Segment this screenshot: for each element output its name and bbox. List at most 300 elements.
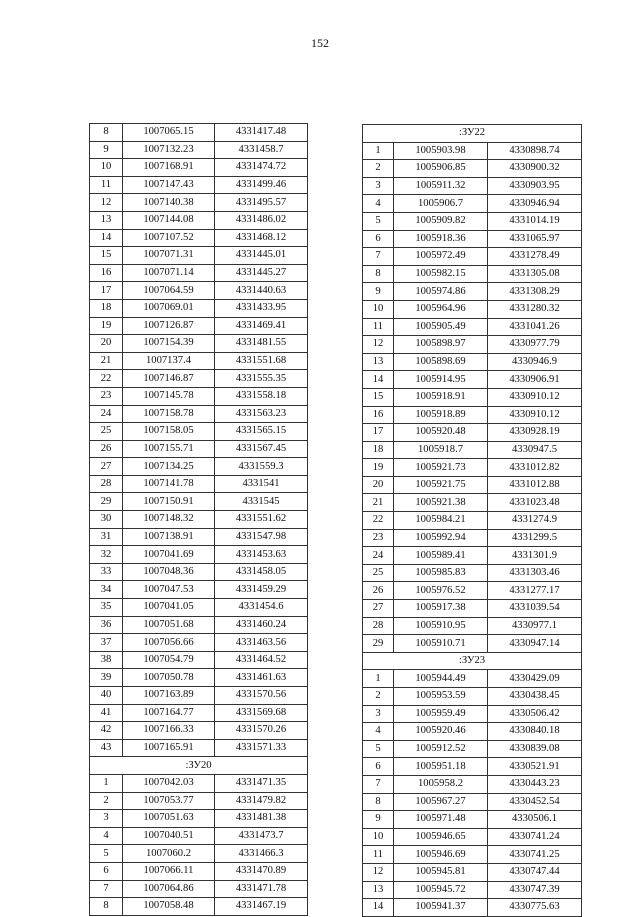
point-number-cell: 17 [90, 282, 123, 300]
point-number-cell: 23 [363, 529, 394, 547]
point-number-cell: 18 [90, 299, 123, 317]
y-coordinate-cell: 4331474.72 [215, 159, 308, 177]
x-coordinate-cell: 1005976.52 [394, 582, 488, 600]
point-number-cell: 10 [90, 159, 123, 177]
table-row [90, 898, 308, 916]
x-coordinate-cell: 1005974.86 [394, 283, 488, 301]
y-coordinate-cell: 4331468.12 [215, 229, 308, 247]
y-coordinate-cell: 4331471.78 [215, 880, 308, 898]
y-coordinate-cell: 4331569.68 [215, 704, 308, 722]
point-number-cell: 19 [363, 459, 394, 477]
point-number-cell: 11 [90, 176, 123, 194]
table-row [90, 810, 308, 828]
x-coordinate-cell: 1007071.14 [123, 264, 215, 282]
point-number-cell: 3 [90, 810, 123, 828]
x-coordinate-cell: 1007047.53 [123, 581, 215, 599]
y-coordinate-cell: 4331467.19 [215, 898, 308, 916]
point-number-cell: 29 [363, 635, 394, 653]
y-coordinate-cell: 4330840.18 [488, 723, 582, 741]
y-coordinate-cell: 4331499.46 [215, 176, 308, 194]
point-number-cell: 12 [90, 194, 123, 212]
point-number-cell: 10 [363, 828, 394, 846]
x-coordinate-cell: 1005989.41 [394, 547, 488, 565]
x-coordinate-cell: 1007064.59 [123, 282, 215, 300]
y-coordinate-cell: 4330429.09 [488, 670, 582, 688]
x-coordinate-cell: 1005953.59 [394, 688, 488, 706]
y-coordinate-cell: 4331486.02 [215, 211, 308, 229]
y-coordinate-cell: 4330898.74 [488, 142, 582, 160]
table-row [90, 299, 308, 317]
table-row [90, 352, 308, 370]
y-coordinate-cell: 4331570.26 [215, 722, 308, 740]
y-coordinate-cell: 4331301.9 [488, 547, 582, 565]
point-number-cell: 25 [90, 423, 123, 441]
point-number-cell: 8 [363, 793, 394, 811]
table-row [90, 616, 308, 634]
x-coordinate-cell: 1005921.75 [394, 476, 488, 494]
table-row [363, 881, 582, 899]
y-coordinate-cell: 4331551.62 [215, 511, 308, 529]
y-coordinate-cell: 4331278.49 [488, 248, 582, 266]
y-coordinate-cell: 4331303.46 [488, 564, 582, 582]
y-coordinate-cell: 4331277.17 [488, 582, 582, 600]
table-row [90, 827, 308, 845]
y-coordinate-cell: 4331551.68 [215, 352, 308, 370]
point-number-cell: 28 [363, 617, 394, 635]
table-row [90, 528, 308, 546]
x-coordinate-cell: 1005918.89 [394, 406, 488, 424]
y-coordinate-cell: 4331445.01 [215, 247, 308, 265]
point-number-cell: 22 [363, 512, 394, 530]
table-row [363, 740, 582, 758]
table-row [363, 476, 582, 494]
x-coordinate-cell: 1005918.7 [394, 441, 488, 459]
y-coordinate-cell: 4331545 [215, 493, 308, 511]
y-coordinate-cell: 4331274.9 [488, 512, 582, 530]
table-row [90, 247, 308, 265]
table-row [363, 230, 582, 248]
point-number-cell: 40 [90, 687, 123, 705]
point-number-cell: 13 [363, 881, 394, 899]
y-coordinate-cell: 4330928.19 [488, 424, 582, 442]
table-row [363, 775, 582, 793]
x-coordinate-cell: 1007107.52 [123, 229, 215, 247]
x-coordinate-cell: 1005914.95 [394, 371, 488, 389]
x-coordinate-cell: 1005964.96 [394, 300, 488, 318]
table-row [363, 723, 582, 741]
point-number-cell: 7 [363, 775, 394, 793]
table-row [90, 546, 308, 564]
table-row [363, 388, 582, 406]
point-number-cell: 11 [363, 318, 394, 336]
x-coordinate-cell: 1005921.73 [394, 459, 488, 477]
x-coordinate-cell: 1005951.18 [394, 758, 488, 776]
y-coordinate-cell: 4331481.55 [215, 335, 308, 353]
point-number-cell: 15 [363, 388, 394, 406]
table-row [90, 264, 308, 282]
table-row [90, 440, 308, 458]
y-coordinate-cell: 4331445.27 [215, 264, 308, 282]
x-coordinate-cell: 1007155.71 [123, 440, 215, 458]
point-number-cell: 33 [90, 563, 123, 581]
table-row [363, 424, 582, 442]
y-coordinate-cell: 4330910.12 [488, 406, 582, 424]
point-number-cell: 19 [90, 317, 123, 335]
y-coordinate-cell: 4331563.23 [215, 405, 308, 423]
point-number-cell: 41 [90, 704, 123, 722]
x-coordinate-cell: 1007051.63 [123, 810, 215, 828]
y-coordinate-cell: 4330947.14 [488, 635, 582, 653]
table-row [90, 405, 308, 423]
coordinates-table-left [89, 123, 308, 916]
y-coordinate-cell: 4331460.24 [215, 616, 308, 634]
y-coordinate-cell: 4331469.41 [215, 317, 308, 335]
y-coordinate-cell: 4331466.3 [215, 845, 308, 863]
x-coordinate-cell: 1005898.97 [394, 336, 488, 354]
table-row [90, 335, 308, 353]
y-coordinate-cell: 4331464.52 [215, 651, 308, 669]
point-number-cell: 17 [363, 424, 394, 442]
x-coordinate-cell: 1005946.65 [394, 828, 488, 846]
y-coordinate-cell: 4330977.79 [488, 336, 582, 354]
x-coordinate-cell: 1007154.39 [123, 335, 215, 353]
x-coordinate-cell: 1007050.78 [123, 669, 215, 687]
section-header-row [90, 757, 308, 775]
x-coordinate-cell: 1007053.77 [123, 792, 215, 810]
x-coordinate-cell: 1007060.2 [123, 845, 215, 863]
point-number-cell: 18 [363, 441, 394, 459]
point-number-cell: 14 [363, 371, 394, 389]
point-number-cell: 7 [90, 880, 123, 898]
y-coordinate-cell: 4330946.9 [488, 353, 582, 371]
point-number-cell: 12 [363, 336, 394, 354]
x-coordinate-cell: 1007064.86 [123, 880, 215, 898]
point-number-cell: 10 [363, 300, 394, 318]
y-coordinate-cell: 4330946.94 [488, 195, 582, 213]
x-coordinate-cell: 1005918.36 [394, 230, 488, 248]
table-row [363, 564, 582, 582]
table-row [363, 142, 582, 160]
table-row [90, 599, 308, 617]
y-coordinate-cell: 4331012.88 [488, 476, 582, 494]
point-number-cell: 9 [90, 141, 123, 159]
table-row [363, 863, 582, 881]
y-coordinate-cell: 4331308.29 [488, 283, 582, 301]
table-row [90, 651, 308, 669]
x-coordinate-cell: 1007066.11 [123, 862, 215, 880]
x-coordinate-cell: 1005941.37 [394, 899, 488, 917]
x-coordinate-cell: 1007158.78 [123, 405, 215, 423]
point-number-cell: 4 [363, 195, 394, 213]
y-coordinate-cell: 4331014.19 [488, 212, 582, 230]
x-coordinate-cell: 1007041.05 [123, 599, 215, 617]
table-row [90, 493, 308, 511]
y-coordinate-cell: 4331559.3 [215, 458, 308, 476]
point-number-cell: 29 [90, 493, 123, 511]
table-row [363, 177, 582, 195]
point-number-cell: 16 [90, 264, 123, 282]
table-row [363, 635, 582, 653]
point-number-cell: 14 [90, 229, 123, 247]
point-number-cell: 1 [363, 670, 394, 688]
point-number-cell: 24 [363, 547, 394, 565]
x-coordinate-cell: 1005912.52 [394, 740, 488, 758]
y-coordinate-cell: 4330741.25 [488, 846, 582, 864]
table-row [90, 511, 308, 529]
table-row [363, 617, 582, 635]
point-number-cell: 1 [363, 142, 394, 160]
x-coordinate-cell: 1007069.01 [123, 299, 215, 317]
x-coordinate-cell: 1007137.4 [123, 352, 215, 370]
section-label: :ЗУ23 [363, 652, 582, 670]
table-row [90, 159, 308, 177]
table-row [363, 758, 582, 776]
table-row [363, 846, 582, 864]
table-row [363, 899, 582, 917]
x-coordinate-cell: 1007134.25 [123, 458, 215, 476]
point-number-cell: 13 [90, 211, 123, 229]
point-number-cell: 8 [90, 898, 123, 916]
point-number-cell: 43 [90, 739, 123, 757]
table-row [363, 371, 582, 389]
x-coordinate-cell: 1005903.98 [394, 142, 488, 160]
y-coordinate-cell: 4331417.48 [215, 124, 308, 142]
y-coordinate-cell: 4331541 [215, 475, 308, 493]
point-number-cell: 36 [90, 616, 123, 634]
y-coordinate-cell: 4330900.32 [488, 160, 582, 178]
x-coordinate-cell: 1007042.03 [123, 774, 215, 792]
point-number-cell: 20 [363, 476, 394, 494]
y-coordinate-cell: 4331440.63 [215, 282, 308, 300]
point-number-cell: 2 [363, 160, 394, 178]
x-coordinate-cell: 1007164.77 [123, 704, 215, 722]
y-coordinate-cell: 4331565.15 [215, 423, 308, 441]
x-coordinate-cell: 1007126.87 [123, 317, 215, 335]
x-coordinate-cell: 1007146.87 [123, 370, 215, 388]
table-row [90, 704, 308, 722]
point-number-cell: 9 [363, 811, 394, 829]
table-row [363, 811, 582, 829]
y-coordinate-cell: 4331023.48 [488, 494, 582, 512]
table-row [363, 670, 582, 688]
table-row [90, 475, 308, 493]
x-coordinate-cell: 1005920.46 [394, 723, 488, 741]
table-row [90, 229, 308, 247]
y-coordinate-cell: 4330521.91 [488, 758, 582, 776]
x-coordinate-cell: 1005971.48 [394, 811, 488, 829]
point-number-cell: 26 [90, 440, 123, 458]
y-coordinate-cell: 4331012.82 [488, 459, 582, 477]
table-row [363, 441, 582, 459]
point-number-cell: 7 [363, 248, 394, 266]
point-number-cell: 8 [90, 124, 123, 142]
point-number-cell: 12 [363, 863, 394, 881]
table-row [363, 353, 582, 371]
table-row [90, 669, 308, 687]
point-number-cell: 21 [363, 494, 394, 512]
point-number-cell: 3 [363, 705, 394, 723]
table-row [363, 248, 582, 266]
point-number-cell: 13 [363, 353, 394, 371]
x-coordinate-cell: 1005992.94 [394, 529, 488, 547]
x-coordinate-cell: 1007141.78 [123, 475, 215, 493]
point-number-cell: 16 [363, 406, 394, 424]
point-number-cell: 4 [90, 827, 123, 845]
table-row [363, 705, 582, 723]
table-row [90, 387, 308, 405]
x-coordinate-cell: 1007041.69 [123, 546, 215, 564]
section-header-row [363, 125, 582, 143]
table-row [363, 688, 582, 706]
point-number-cell: 9 [363, 283, 394, 301]
x-coordinate-cell: 1005945.72 [394, 881, 488, 899]
x-coordinate-cell: 1005906.85 [394, 160, 488, 178]
point-number-cell: 32 [90, 546, 123, 564]
table-row [90, 581, 308, 599]
y-coordinate-cell: 4330906.91 [488, 371, 582, 389]
point-number-cell: 23 [90, 387, 123, 405]
y-coordinate-cell: 4330506.1 [488, 811, 582, 829]
point-number-cell: 25 [363, 564, 394, 582]
point-number-cell: 3 [363, 177, 394, 195]
y-coordinate-cell: 4331473.7 [215, 827, 308, 845]
x-coordinate-cell: 1005945.81 [394, 863, 488, 881]
point-number-cell: 15 [90, 247, 123, 265]
y-coordinate-cell: 4331039.54 [488, 600, 582, 618]
point-number-cell: 27 [363, 600, 394, 618]
y-coordinate-cell: 4331299.5 [488, 529, 582, 547]
y-coordinate-cell: 4330903.95 [488, 177, 582, 195]
table-row [90, 370, 308, 388]
table-row [363, 547, 582, 565]
table-row [363, 406, 582, 424]
x-coordinate-cell: 1005985.83 [394, 564, 488, 582]
x-coordinate-cell: 1005921.38 [394, 494, 488, 512]
point-number-cell: 20 [90, 335, 123, 353]
table-row [363, 265, 582, 283]
x-coordinate-cell: 1007056.66 [123, 634, 215, 652]
y-coordinate-cell: 4330839.08 [488, 740, 582, 758]
point-number-cell: 39 [90, 669, 123, 687]
table-row [90, 862, 308, 880]
point-number-cell: 35 [90, 599, 123, 617]
table-row [90, 141, 308, 159]
y-coordinate-cell: 4330947.5 [488, 441, 582, 459]
point-number-cell: 37 [90, 634, 123, 652]
x-coordinate-cell: 1005984.21 [394, 512, 488, 530]
point-number-cell: 5 [363, 740, 394, 758]
table-row [363, 283, 582, 301]
point-number-cell: 1 [90, 774, 123, 792]
x-coordinate-cell: 1005944.49 [394, 670, 488, 688]
y-coordinate-cell: 4331479.82 [215, 792, 308, 810]
y-coordinate-cell: 4330438.45 [488, 688, 582, 706]
y-coordinate-cell: 4331571.33 [215, 739, 308, 757]
y-coordinate-cell: 4331459.29 [215, 581, 308, 599]
y-coordinate-cell: 4331555.35 [215, 370, 308, 388]
section-label: :ЗУ20 [90, 757, 308, 775]
table-row [90, 739, 308, 757]
x-coordinate-cell: 1005959.49 [394, 705, 488, 723]
page-number: 152 [311, 36, 329, 50]
x-coordinate-cell: 1007150.91 [123, 493, 215, 511]
x-coordinate-cell: 1007165.91 [123, 739, 215, 757]
x-coordinate-cell: 1007138.91 [123, 528, 215, 546]
x-coordinate-cell: 1005920.48 [394, 424, 488, 442]
y-coordinate-cell: 4331458.05 [215, 563, 308, 581]
x-coordinate-cell: 1007144.08 [123, 211, 215, 229]
point-number-cell: 42 [90, 722, 123, 740]
point-number-cell: 6 [363, 758, 394, 776]
x-coordinate-cell: 1007148.32 [123, 511, 215, 529]
table-row [363, 793, 582, 811]
x-coordinate-cell: 1005946.69 [394, 846, 488, 864]
x-coordinate-cell: 1005906.7 [394, 195, 488, 213]
x-coordinate-cell: 1007051.68 [123, 616, 215, 634]
x-coordinate-cell: 1005918.91 [394, 388, 488, 406]
x-coordinate-cell: 1005910.71 [394, 635, 488, 653]
x-coordinate-cell: 1005909.82 [394, 212, 488, 230]
y-coordinate-cell: 4330775.63 [488, 899, 582, 917]
x-coordinate-cell: 1007040.51 [123, 827, 215, 845]
y-coordinate-cell: 4331471.35 [215, 774, 308, 792]
table-row [363, 828, 582, 846]
point-number-cell: 14 [363, 899, 394, 917]
y-coordinate-cell: 4331547.98 [215, 528, 308, 546]
y-coordinate-cell: 4331567.45 [215, 440, 308, 458]
table-row [363, 512, 582, 530]
x-coordinate-cell: 1005958.2 [394, 775, 488, 793]
x-coordinate-cell: 1007071.31 [123, 247, 215, 265]
table-row [363, 212, 582, 230]
table-row [363, 300, 582, 318]
table-row [90, 211, 308, 229]
y-coordinate-cell: 4331570.56 [215, 687, 308, 705]
table-row [90, 282, 308, 300]
y-coordinate-cell: 4331495.57 [215, 194, 308, 212]
x-coordinate-cell: 1007140.38 [123, 194, 215, 212]
y-coordinate-cell: 4331470.89 [215, 862, 308, 880]
table-row [90, 792, 308, 810]
y-coordinate-cell: 4331453.63 [215, 546, 308, 564]
table-row [363, 318, 582, 336]
x-coordinate-cell: 1007147.43 [123, 176, 215, 194]
table-row [363, 600, 582, 618]
point-number-cell: 24 [90, 405, 123, 423]
y-coordinate-cell: 4331454.6 [215, 599, 308, 617]
y-coordinate-cell: 4331461.63 [215, 669, 308, 687]
table-row [363, 582, 582, 600]
y-coordinate-cell: 4330452.54 [488, 793, 582, 811]
table-row [90, 634, 308, 652]
table-row [90, 317, 308, 335]
point-number-cell: 11 [363, 846, 394, 864]
table-row [90, 880, 308, 898]
section-label: :ЗУ22 [363, 125, 582, 143]
x-coordinate-cell: 1007048.36 [123, 563, 215, 581]
x-coordinate-cell: 1007145.78 [123, 387, 215, 405]
table-row [90, 423, 308, 441]
y-coordinate-cell: 4331065.97 [488, 230, 582, 248]
y-coordinate-cell: 4331041.26 [488, 318, 582, 336]
x-coordinate-cell: 1007163.89 [123, 687, 215, 705]
table-row [363, 459, 582, 477]
coordinates-table-right [362, 124, 582, 917]
point-number-cell: 2 [363, 688, 394, 706]
y-coordinate-cell: 4330910.12 [488, 388, 582, 406]
x-coordinate-cell: 1005972.49 [394, 248, 488, 266]
y-coordinate-cell: 4331558.18 [215, 387, 308, 405]
